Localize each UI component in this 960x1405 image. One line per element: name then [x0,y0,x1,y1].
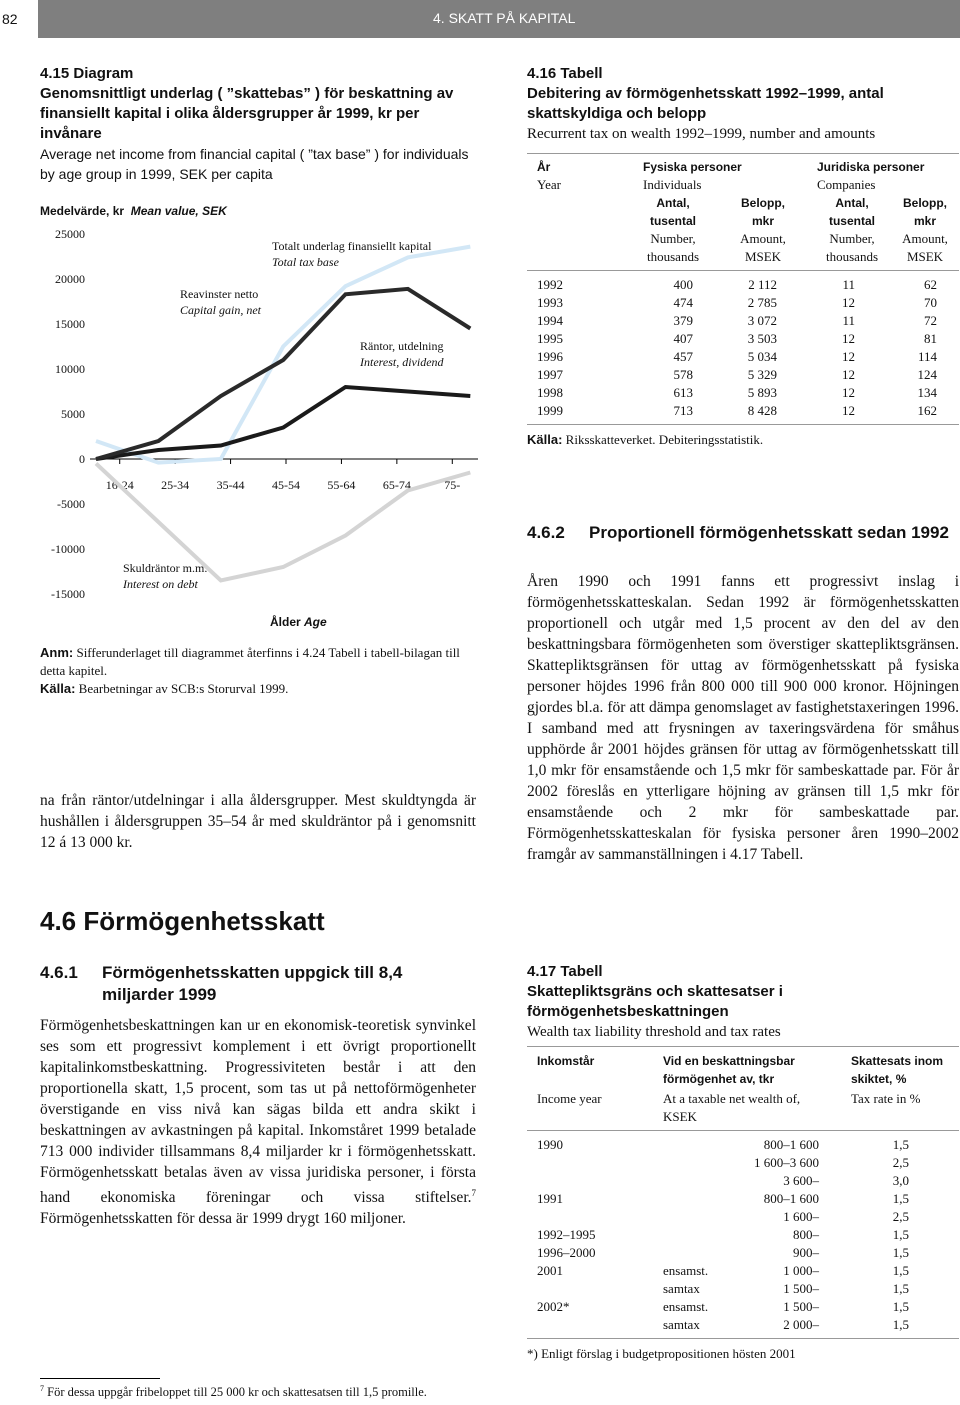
source-label: Källa: [40,681,76,696]
table-cell: 1,5 [892,1227,909,1242]
h-amount: Amount, [740,231,786,246]
series-label-debt-sv: Skuldräntor m.m. [123,561,208,575]
table-cell [663,1226,735,1244]
table-title-sv: Skattepliktsgräns och skattesatser i förmögenhetsbeskattningen [527,983,783,1020]
heading-4-6: 4.6 Förmögenhetsskatt [40,906,325,936]
unit-en: Mean value, SEK [130,204,227,218]
table-row [537,1298,909,1316]
table-cell: 11 [842,277,855,292]
col-wealth-sv: Vid en beskattningsbar förmögenhet av, tkr [663,1054,795,1086]
table-title-en: Wealth tax liability threshold and tax rates [527,1024,781,1040]
section-header-title: 4. SKATT PÅ KAPITAL [433,10,576,26]
col-belopp-1 [727,194,799,266]
table-cell: ensamst. [663,1263,709,1278]
table-rule [527,1046,959,1047]
series-line [96,387,470,459]
x-axis-title-sv: Ålder [270,615,305,629]
table-cell: 1990 [537,1137,563,1152]
table-cell: 5 034 [747,349,777,364]
h-tusental: tusental [828,214,875,228]
table-cell: 3,0 [892,1173,909,1188]
table-cell: 1991 [537,1191,563,1206]
table-cell: 1 600–3 600 [754,1155,819,1170]
col-rate-en: Tax rate in % [851,1091,921,1106]
table-cell: 8 428 [747,403,777,418]
footnote-rule [40,1378,160,1379]
table-cell: 900– [793,1245,819,1260]
series-line [96,289,470,459]
table-cell: 1994 [537,313,563,328]
table-cell [663,1244,735,1262]
table-cell: 5 329 [747,367,777,382]
table-cell: 2002* [537,1299,570,1314]
diagram-note [40,644,470,680]
table-4-16-caption [527,64,959,144]
table-cell: 12 [842,331,855,346]
table-row [537,1316,909,1334]
series-label-capital-gain-sv: Reavinster netto [180,287,259,301]
h-mkr: mkr [751,214,774,228]
table-cell: 1993 [537,295,563,310]
table-row [537,1244,909,1262]
x-tick-label: 55-64 [327,478,356,492]
h-msek: MSEK [744,249,782,264]
table-cell: samtax [663,1281,700,1296]
table-row [537,1262,909,1280]
table-cell: 1995 [537,331,563,346]
para2-end: Förmögenhetsskatten för dessa är 1999 drygt 160 miljoner. [40,1210,406,1228]
table-rule [527,1130,959,1131]
table-cell: 2 000– [783,1317,819,1332]
table-cell: 1999 [537,403,563,418]
table-cell: 1,5 [892,1299,909,1314]
table-4-17-caption [527,962,959,1042]
table-cell: 1996–2000 [537,1245,596,1260]
table-cell: 114 [917,349,937,364]
x-tick-label: 35-44 [216,478,245,492]
table-4-16 [537,276,937,420]
table-title-sv: Debitering av förmögenhetsskatt 1992–1999, antal skattskyldiga och belopp [527,85,884,122]
heading-text: Proportionell förmögenhetsskatt sedan 1992 [589,523,949,542]
table-row [537,1190,909,1208]
table-cell: 2 112 [748,277,777,292]
h-belopp: Belopp, [903,196,947,210]
col-year-en: Income year [537,1091,602,1106]
y-tick-label: -10000 [51,542,85,556]
series-label-total-sv: Totalt underlag finansiellt kapital [272,239,432,253]
unit-sv: Medelvärde, kr [40,204,125,218]
table-cell: 400 [673,277,693,292]
table-cell: 1996 [537,349,563,364]
col-antal-2 [812,194,892,266]
table-cell: 1992–1995 [537,1227,596,1242]
table-row [537,312,937,330]
table-cell: 70 [924,295,937,310]
table-4-17-note: *) Enligt förslag i budgetpropositionen hösten 2001 [527,1346,796,1361]
table-cell: 5 893 [747,385,777,400]
table-cell: 457 [673,349,693,364]
table-cell [663,1208,735,1226]
table-row [537,1226,909,1244]
y-tick-label: 15000 [55,317,85,331]
table-row [537,384,937,402]
footnote-num: 7 [40,1384,44,1393]
table-cell: 407 [673,331,693,346]
table-cell: 800–1 600 [763,1191,819,1206]
h-amount: Amount, [902,231,948,246]
footnote-text: För dessa uppgår fribeloppet till 25 000 kr och skattesatsen till 1,5 promille. [47,1385,427,1400]
table-cell: 1997 [537,367,563,382]
heading-4-6-1 [40,962,476,1006]
table-cell: 3 072 [747,313,777,328]
table-row [537,330,937,348]
table-cell: 81 [924,331,937,346]
series-label-capital-gain-en: Capital gain, net [180,303,261,317]
y-tick-label: -5000 [57,497,85,511]
table-cell: 713 [673,403,693,418]
table-title-en: Recurrent tax on wealth 1992–1999, number and amounts [527,126,876,142]
col-year-sv: Inkomstår [537,1054,595,1068]
source-text: Riksskatteverket. Debiteringsstatistik. [565,432,764,447]
heading-text: Förmögenhetsskatten uppgick till 8,4 miljarder 1999 [102,963,403,1004]
paragraph-4-6-2: Åren 1990 och 1991 fanns ett progressivt inslag i förmögenhetsskatteskalan. Sedan 1992 är förmögenhetsskatten proportionell och utgår med 1,5 procent av den del av den beskattningsbara förmögenheten som överstiger skattepliktsgränsen. Skattepliktsgränsen för uttag av förmögenhetsskatt på fysiska personer höjdes 1996 från 800 000 till 900 000 kronor. Höjningen gjordes bl.a. för att dämpa genomslaget av fastighetstaxeringen 1996. I samband med att frysningen av taxeringsvärdena för småhus upphörde år 2001 höjdes gränsen för uttag av förmögenhetsskatt till 1,0 mkr för ensamstående och 1,5 mkr för sambeskattade par. För år 2002 föreslås en ytterligare höjning av gränsen till 1,5 mkr för ensamstående och 2 mkr för sambeskattade par. Förmögenhetsskatteskalan för fysiska personer åren 1990–2002 framgår av sammanställningen i 4.17 Tabell. [527,573,959,863]
table-cell: 2,5 [892,1209,909,1224]
paragraph-1: na från räntor/utdelningar i alla åldersgrupper. Mest skuldtyngda är hushållen i åldersgruppen 35–54 år med skuldräntor på i genomsnitt 12 á 13 000 kr. [40,792,476,851]
col-antal-1 [633,194,713,266]
table-cell: 2 785 [747,295,777,310]
table-cell: 12 [842,295,855,310]
note-text: Sifferunderlaget till diagrammet återfinns i 4.24 Tabell i tabell-bilagan till detta kapitel. [40,645,460,678]
x-tick-label: 16-24 [105,478,134,492]
table-cell: 800–1 600 [763,1137,819,1152]
h-number: Number, [829,231,875,246]
table-row [537,1280,909,1298]
table-row [537,348,937,366]
table-row [537,1172,909,1190]
table-row [537,276,937,294]
diagram-title-en: Average net income from financial capital ( ”tax base” ) for individuals by age group in 1999, SEK per capita [40,146,469,182]
y-tick-label: 25000 [55,227,85,241]
table-cell: 124 [917,367,937,382]
y-tick-label: 10000 [55,362,85,376]
table-row [537,1208,909,1226]
source-label: Källa: [527,432,563,447]
table-rule [527,153,959,154]
table-row [537,402,937,420]
y-tick-label: 0 [79,452,85,466]
table-cell: 474 [673,295,693,310]
table-cell: 12 [842,367,855,382]
x-tick-label: 75- [444,478,461,492]
table-cell: 1998 [537,385,563,400]
table-row [537,1154,909,1172]
table-4-17 [537,1136,909,1334]
heading-4-6-2 [527,522,959,544]
paragraph-2 [40,1015,476,1229]
table-cell: 62 [924,277,937,292]
table-cell: 2001 [537,1263,563,1278]
heading-num: 4.6.2 [527,523,565,542]
y-tick-label: 5000 [61,407,85,421]
table-cell [537,1172,663,1190]
table-number: 4.16 Tabell [527,65,603,82]
x-tick-label: 25-34 [161,478,190,492]
col-wealth-en: At a taxable net wealth of, KSEK [663,1091,801,1124]
table-cell: 1 500– [783,1299,819,1314]
diagram-title-sv: Genomsnittligt underlag ( ”skattebas” ) för beskattning av finansiellt kapital i olika åldersgrupper år 1999, kr per invånare [40,85,454,142]
h-antal: Antal, [656,196,690,210]
table-cell: 1,5 [892,1245,909,1260]
table-cell: 1,5 [892,1263,909,1278]
table-rule [527,270,959,271]
table-cell: 1,5 [892,1281,909,1296]
footnote-ref: 7 [471,1188,476,1198]
table-cell: 1,5 [892,1317,909,1332]
table-row [537,1136,909,1154]
table-4-16-source [527,431,763,449]
note-label: Anm: [40,645,74,660]
table-cell: 1,5 [892,1137,909,1152]
h-msek: MSEK [906,249,944,264]
table-cell [663,1154,735,1172]
series-label-debt-en: Interest on debt [123,577,198,591]
para2-text: Förmögenhetsbeskattningen kan ur en ekonomisk-teoretisk synvinkel ses som ett progressivt komplement i ett övrigt proportionellt kapitalinkomstbeskattning. Progressiviteten består i att den proportionella skatt, 1,5 procent, som tas ut på nettoförmögenheter överstigande en viss nivå kan sägas bilda ett andra skikt i beskattningen av avkastningen på kapital. Inkomståret 1999 betalade 713 000 individer tillsammans 8,4 miljarder kr i förmögenhetsskatt. Förmögenhetsskatt betalas även av vissa juridiska personer, i första hand ekonomiska föreningar och vissa stiftelser. [40,1017,476,1207]
table-cell: 11 [842,313,855,328]
table-cell [537,1208,663,1226]
group-companies-en: Companies [817,177,876,192]
table-cell: 1992 [537,277,563,292]
table-cell: 12 [842,403,855,418]
table-4-17-header [537,1052,957,1132]
y-tick-label: 20000 [55,272,85,286]
source-text: Bearbetningar av SCB:s Storurval 1999. [78,681,289,696]
table-cell: 578 [673,367,693,382]
x-tick-label: 45-54 [272,478,300,492]
table-4-16-header [527,158,959,268]
col-belopp-2 [889,194,960,266]
col-year-sv: År [537,160,551,174]
table-cell: 1,5 [892,1191,909,1206]
table-row [537,294,937,312]
table-cell: 72 [924,313,937,328]
table-cell: 12 [842,385,855,400]
h-thousands: thousands [826,249,878,264]
table-cell [537,1316,663,1334]
table-cell: 1 500– [783,1281,819,1296]
group-individuals-sv: Fysiska personer [643,160,742,174]
diagram-caption [40,64,470,184]
diagram-unit [40,204,227,218]
table-cell: 3 600– [783,1173,819,1188]
table-cell: 134 [917,385,937,400]
footnote [40,1384,427,1400]
table-cell: 2,5 [892,1155,909,1170]
h-mkr: mkr [913,214,936,228]
col-rate-sv: Skattesats inom skiktet, % [851,1054,944,1086]
table-cell: ensamst. [663,1299,709,1314]
table-cell: samtax [663,1317,700,1332]
group-individuals-en: Individuals [643,177,702,192]
col-year-en: Year [537,177,561,192]
y-tick-label: -15000 [51,587,85,601]
x-axis-title-en: Age [304,615,327,629]
table-cell: 379 [673,313,693,328]
series-label-interest-en: Interest, dividend [360,355,444,369]
table-cell [663,1190,735,1208]
h-thousands: thousands [647,249,699,264]
diagram-number: 4.15 Diagram [40,65,134,82]
x-axis-title [270,614,327,629]
table-cell [663,1136,735,1154]
table-row [537,366,937,384]
heading-num: 4.6.1 [40,963,78,982]
series-label-interest-sv: Räntor, utdelning [360,339,444,353]
table-number: 4.17 Tabell [527,963,603,980]
group-companies-sv: Juridiska personer [817,160,925,174]
table-cell: 800– [793,1227,819,1242]
line-chart [30,220,490,640]
table-cell: 1 000– [783,1263,819,1278]
table-cell: 12 [842,349,855,364]
table-cell [663,1172,735,1190]
series-label-total-en: Total tax base [272,255,339,269]
h-number: Number, [650,231,696,246]
table-cell: 3 503 [747,331,777,346]
table-rule [527,1338,959,1339]
x-tick-label: 65-74 [382,478,411,492]
table-cell: 1 600– [783,1209,819,1224]
h-tusental: tusental [649,214,696,228]
diagram-source [40,680,470,698]
h-antal: Antal, [835,196,869,210]
diagram-notes [40,644,470,698]
page-number: 82 [0,0,38,38]
table-cell [537,1280,663,1298]
table-rule [527,424,959,425]
table-cell [537,1154,663,1172]
table-cell: 613 [673,385,693,400]
table-cell: 162 [917,403,937,418]
h-belopp: Belopp, [741,196,785,210]
